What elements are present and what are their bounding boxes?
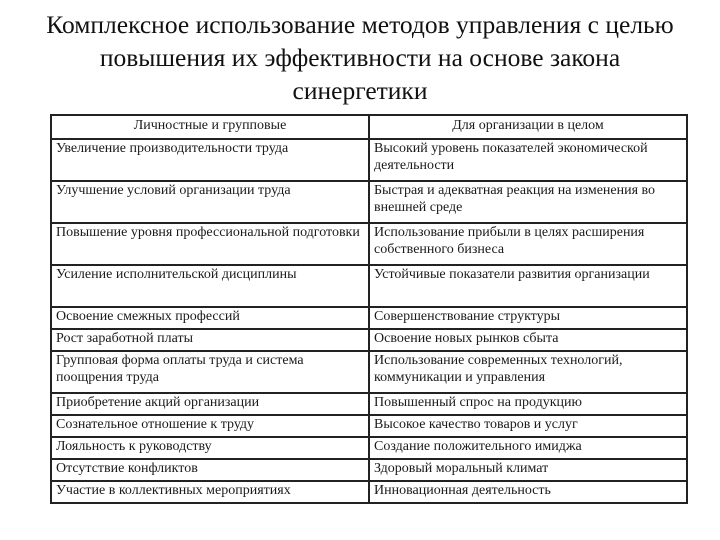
table-cell-personal: Приобретение акций организации — [51, 393, 369, 415]
table-cell-personal: Отсутствие конфликтов — [51, 459, 369, 481]
table-row — [51, 329, 687, 351]
table-cell-organization: Повышенный спрос на продукцию — [369, 393, 687, 415]
table-cell-organization: Инновационная деятельность — [369, 481, 687, 503]
table-cell-personal: Рост заработной платы — [51, 329, 369, 351]
table-row — [51, 265, 687, 307]
table-cell-personal: Сознательное отношение к труду — [51, 415, 369, 437]
table-cell-organization: Быстрая и адекватная реакция на изменения во внешней среде — [369, 181, 687, 223]
slide-title — [8, 8, 712, 107]
table-cell-organization: Освоение новых рынков сбыта — [369, 329, 687, 351]
table-cell-organization: Создание положительного имиджа — [369, 437, 687, 459]
table-cell-personal: Усиление исполнительской дисциплины — [51, 265, 369, 307]
table-cell-personal: Повышение уровня профессиональной подготовки — [51, 223, 369, 265]
table-cell-organization: Использование современных технологий, коммуникации и управления — [369, 351, 687, 393]
table-header-row — [51, 115, 687, 139]
table-cell-organization: Совершенствование структуры — [369, 307, 687, 329]
table-row — [51, 437, 687, 459]
table-cell-organization: Здоровый моральный климат — [369, 459, 687, 481]
table-cell-organization: Устойчивые показатели развития организации — [369, 265, 687, 307]
column-header-personal-group: Личностные и групповые — [51, 115, 369, 139]
table-cell-personal: Увеличение производительности труда — [51, 139, 369, 181]
table-cell-personal: Участие в коллективных мероприятиях — [51, 481, 369, 503]
table-row — [51, 139, 687, 181]
table-row — [51, 307, 687, 329]
table-cell-organization: Высокое качество товаров и услуг — [369, 415, 687, 437]
column-header-organization: Для организации в целом — [369, 115, 687, 139]
table-row — [51, 481, 687, 503]
slide-title-line-1: Комплексное использование методов управления с целью — [46, 10, 674, 39]
table-row — [51, 223, 687, 265]
table-row — [51, 459, 687, 481]
slide-title-line-3: синергетики — [292, 76, 428, 105]
table-row — [51, 393, 687, 415]
table-cell-personal: Освоение смежных профессий — [51, 307, 369, 329]
table-cell-organization: Высокий уровень показателей экономической деятельности — [369, 139, 687, 181]
comparison-table — [50, 114, 688, 504]
table-row — [51, 415, 687, 437]
table-cell-personal: Улучшение условий организации труда — [51, 181, 369, 223]
table-cell-personal: Лояльность к руководству — [51, 437, 369, 459]
slide-title-line-2: повышения их эффективности на основе закона — [99, 43, 621, 72]
table-cell-personal: Групповая форма оплаты труда и система поощрения труда — [51, 351, 369, 393]
table-row — [51, 351, 687, 393]
table-row — [51, 181, 687, 223]
table-cell-organization: Использование прибыли в целях расширения собственного бизнеса — [369, 223, 687, 265]
